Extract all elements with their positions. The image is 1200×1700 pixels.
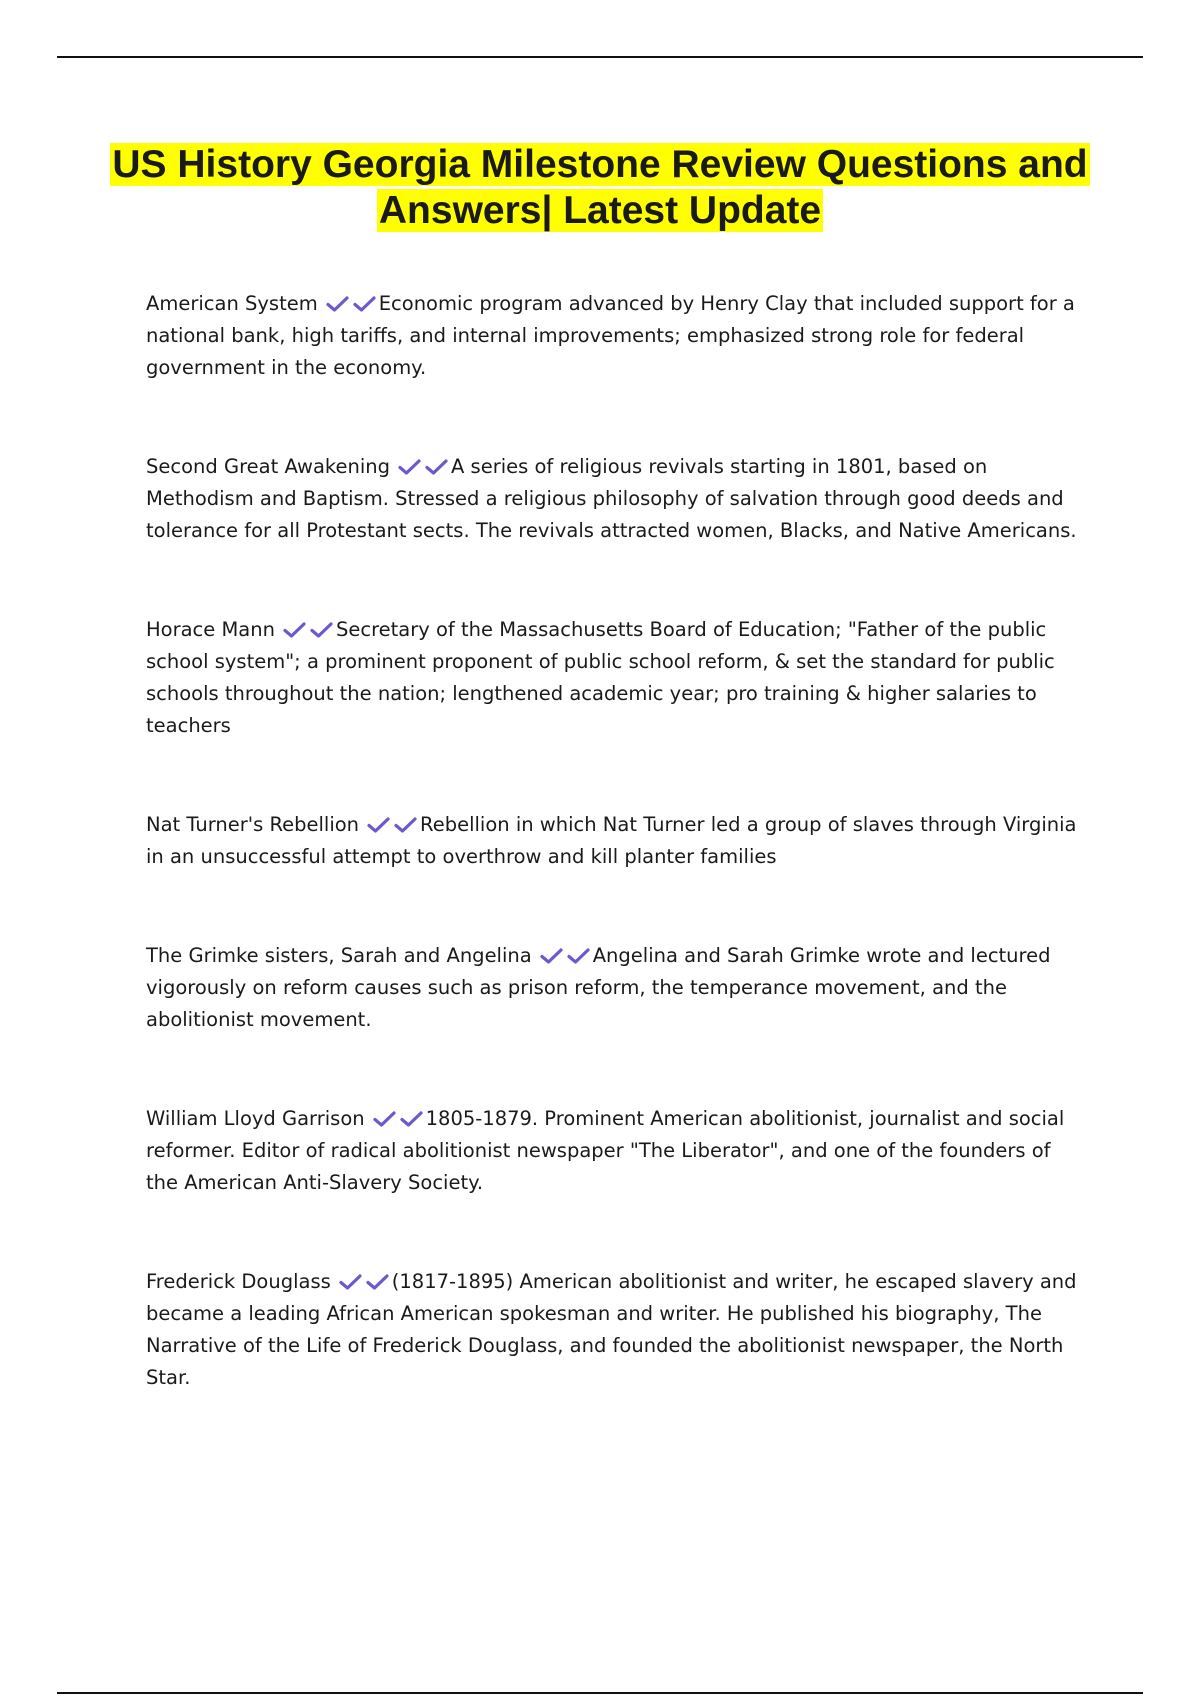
entry-list [146, 288, 1086, 1461]
entry-definition: (1817-1895) American abolitionist and writer, he escaped slavery and became a leading African American spokesman and writer. He published his biography, The Narrative of the Life of Frederick Douglass, and founded the abolitionist newspaper, the North Star. [146, 1270, 1077, 1389]
check-icon [567, 948, 590, 964]
check-icon [398, 459, 421, 475]
double-check-icon [536, 940, 590, 972]
check-icon [373, 1111, 396, 1127]
check-icon [326, 296, 349, 312]
entry-definition: Rebellion in which Nat Turner led a group of slaves through Virginia in an unsuccessful attempt to overthrow and kill planter families [146, 813, 1077, 868]
entry-definition: Economic program advanced by Henry Clay that included support for a national bank, high tariffs, and internal improvements; emphasized strong role for federal government in the economy. [146, 292, 1075, 379]
title-highlight: US History Georgia Milestone Review Questions and Answers| Latest Update [112, 143, 1088, 232]
title-block [100, 142, 1100, 234]
entry-definition: A series of religious revivals starting in 1801, based on Methodism and Baptism. Stressed a religious philosophy of salvation through good deeds and tolerance for all Protestant sects. The revivals attracted women, Blacks, and Native Americans. [146, 455, 1077, 542]
check-icon [540, 948, 563, 964]
entry-term: American System [146, 292, 318, 315]
double-check-icon [335, 1266, 389, 1298]
top-rule [57, 56, 1143, 58]
list-item [146, 940, 1086, 1036]
entry-term: William Lloyd Garrison [146, 1107, 365, 1130]
list-item [146, 1266, 1086, 1394]
check-icon [283, 622, 306, 638]
check-icon [367, 817, 390, 833]
page-title [100, 142, 1100, 234]
check-icon [425, 459, 448, 475]
list-item [146, 451, 1086, 547]
check-icon [394, 817, 417, 833]
double-check-icon [394, 451, 448, 483]
check-icon [400, 1111, 423, 1127]
entry-definition: Angelina and Sarah Grimke wrote and lectured vigorously on reform causes such as prison reform, the temperance movement, and the abolitionist movement. [146, 944, 1051, 1031]
check-icon [310, 622, 333, 638]
entry-term: Frederick Douglass [146, 1270, 331, 1293]
double-check-icon [369, 1103, 423, 1135]
double-check-icon [322, 288, 376, 320]
entry-definition: Secretary of the Massachusetts Board of Education; "Father of the public school system"; a prominent proponent of public school reform, & set the standard for public schools throughout the nation; lengthened academic year; pro training & higher salaries to teachers [146, 618, 1055, 737]
check-icon [353, 296, 376, 312]
entry-term: Nat Turner's Rebellion [146, 813, 360, 836]
entry-term: The Grimke sisters, Sarah and Angelina [146, 944, 532, 967]
list-item [146, 614, 1086, 742]
entry-term: Second Great Awakening [146, 455, 391, 478]
check-icon [366, 1274, 389, 1290]
bottom-rule [57, 1692, 1143, 1694]
entry-definition: 1805-1879. Prominent American abolitionist, journalist and social reformer. Editor of radical abolitionist newspaper "The Liberator", and one of the founders of the American Anti-Slavery Society. [146, 1107, 1065, 1194]
list-item [146, 809, 1086, 873]
list-item [146, 288, 1086, 384]
entry-term: Horace Mann [146, 618, 275, 641]
check-icon [339, 1274, 362, 1290]
list-item [146, 1103, 1086, 1199]
double-check-icon [279, 614, 333, 646]
double-check-icon [363, 809, 417, 841]
